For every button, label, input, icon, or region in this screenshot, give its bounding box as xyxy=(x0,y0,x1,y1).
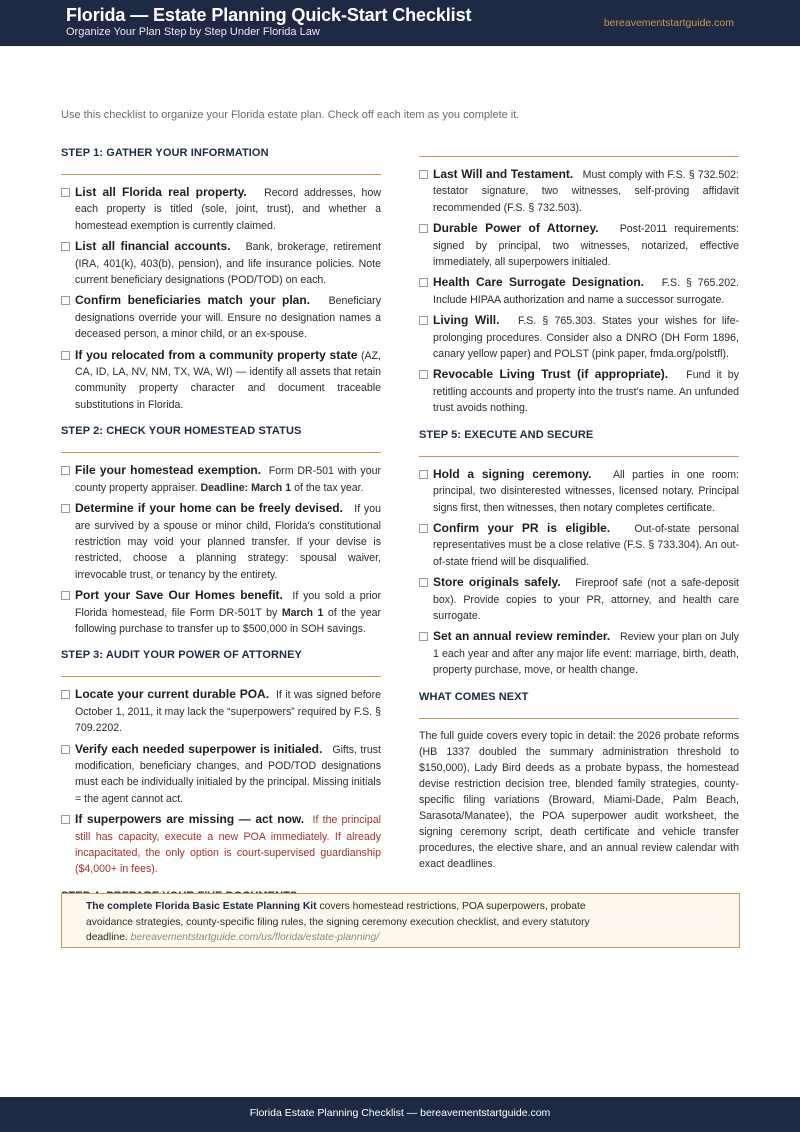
checklist-item xyxy=(419,520,739,570)
step3-title: STEP 3: AUDIT YOUR POWER OF ATTORNEY xyxy=(61,649,381,677)
step1-title: STEP 1: GATHER YOUR INFORMATION xyxy=(61,147,381,175)
checkbox[interactable] xyxy=(419,470,428,479)
item-body: Bank, brokerage, retirement (IRA, 401(k), 403(b), pension), and life insurance policies. Note current beneficiary designations (POD/TOD) on each. xyxy=(75,241,382,287)
deadline-emphasis: Deadline: March 1 xyxy=(200,481,292,494)
item-body: Gifts, trust modification, beneficiary changes, and POD/TOD designations must each be individually initialed by the principal. Missing initials = the agent cannot act. xyxy=(75,743,381,805)
checkbox[interactable] xyxy=(61,188,70,197)
checkbox[interactable] xyxy=(419,224,428,233)
checklist-item xyxy=(61,587,381,637)
item-body: Fund it by retitling accounts and property into the trust’s name. An unfunded trust avoids nothing. xyxy=(433,369,739,415)
item-heading: If superpowers are missing — act now. xyxy=(75,812,305,827)
item-heading: Verify each needed superpower is initialed. xyxy=(75,741,323,756)
item-heading: Last Will and Testament. xyxy=(433,167,574,181)
checklist-item xyxy=(61,238,381,288)
page-header xyxy=(0,0,800,46)
step5-title: STEP 5: EXECUTE AND SECURE xyxy=(419,429,739,457)
item-heading: File your homestead exemption. xyxy=(75,463,262,478)
checklist-item xyxy=(61,811,381,878)
item-body: Record addresses, how each property is titled (sole, joint, trust), and whether a homestead exemption is currently claimed. xyxy=(75,187,381,232)
checklist-item xyxy=(419,166,739,216)
checkbox[interactable] xyxy=(61,591,70,600)
item-heading: List all Florida real property. xyxy=(75,185,247,199)
deadline-emphasis: March 1 xyxy=(281,606,324,619)
item-body: F.S. § 765.202. Include HIPAA authorization and name a successor surrogate. xyxy=(433,277,739,306)
item-body: Form DR-501 with your county property appraiser. xyxy=(75,465,382,494)
item-heading: Confirm beneficiaries match your plan. xyxy=(75,293,311,308)
page-subtitle: Organize Your Plan Step by Step Under Florida Law xyxy=(66,26,320,38)
callout-link[interactable]: bereavementstartguide.com/us/florida/estate-planning/ xyxy=(130,932,380,943)
checkbox[interactable] xyxy=(419,370,428,379)
warning-text: If the principal still has capacity, execute a new POA immediately. If already incapacitated, the only option is court-supervised guardianship ($4,000+ in fees). xyxy=(75,814,382,876)
item-body: Must comply with F.S. § 732.502: testator signature, two witnesses, self-proving affidavit recommended (F.S. § 732.503). xyxy=(433,169,739,214)
item-heading: Set an annual review reminder. xyxy=(433,629,611,644)
checkbox[interactable] xyxy=(419,524,428,533)
item-body: All parties in one room: principal, two disinterested witnesses, licensed notary. Principal signs first, then witnesses, then notary completes certificate. xyxy=(433,468,740,514)
item-body: Post-2011 requirements: signed by principal, two witnesses, notarized, effective immediately, all superpowers initialed. xyxy=(433,223,739,269)
section-divider xyxy=(419,156,739,157)
kit-callout xyxy=(61,893,740,948)
checklist-item xyxy=(61,741,381,808)
checkbox[interactable] xyxy=(61,504,70,513)
item-body: (AZ, CA, ID, LA, NV, NM, TX, WA, WI) — identify all assets that retain community property character and document traceable substitutions in Florida. xyxy=(75,349,381,411)
checklist-item xyxy=(419,628,739,678)
item-heading: Durable Power of Attorney. xyxy=(433,221,599,236)
checklist-item xyxy=(419,466,739,516)
checklist-item xyxy=(61,500,381,583)
checkbox[interactable] xyxy=(61,466,70,475)
item-body: of the year following purchase to transfer up to $500,000 in SOH savings. xyxy=(75,606,382,635)
checklist-item xyxy=(419,574,739,624)
item-heading: List all financial accounts. xyxy=(75,239,231,254)
checklist-item xyxy=(419,312,739,362)
page-title: Florida — Estate Planning Quick-Start Checklist xyxy=(66,5,472,25)
item-body: If you are survived by a spouse or minor child, Florida’s constitutional restriction may void your planned transfer. If your devise is restricted, choose a planning strategy: spousal waiver, irrevocable trust, or tenancy by the entirety. xyxy=(75,503,381,581)
checkbox[interactable] xyxy=(419,632,428,641)
item-heading: Confirm your PR is eligible. xyxy=(433,520,611,535)
checkbox[interactable] xyxy=(61,815,70,824)
checkbox[interactable] xyxy=(419,278,428,287)
item-body: of the tax year. xyxy=(294,481,364,494)
checkbox[interactable] xyxy=(61,242,70,251)
checklist-item xyxy=(61,462,381,496)
right-column xyxy=(419,151,739,872)
item-heading: Determine if your home can be freely devised. xyxy=(75,501,343,516)
intro-text: Use this checklist to organize your Florida estate plan. Check off each item as you complete it. xyxy=(61,109,520,121)
checkbox[interactable] xyxy=(419,578,428,587)
checklist-item xyxy=(419,220,739,270)
left-column xyxy=(61,147,381,911)
checklist-item xyxy=(419,274,739,308)
item-body: Review your plan on July 1 each year and after any major life event: marriage, birth, death, property purchase, move, or health change. xyxy=(433,631,739,677)
callout-heading: The complete Florida Basic Estate Planning Kit xyxy=(86,901,317,912)
what-comes-next-text: The full guide covers every topic in detail: the 2026 probate reforms (HB 1337 doubled the summary administration threshold to $150,000), Lady Bird deeds as a probate bypass, the homestead devise restriction decision tree, blended family strategies, county-specific filing variations (Broward, Miami-Dade, Palm Beach, Sarasota/Manatee), the POA superpower audit worksheet, the signing ceremony script, death certificate and vehicle transfer procedures, the elective share, and an annual review calendar with exact deadlines. xyxy=(419,729,739,870)
item-heading: Port your Save Our Homes benefit. xyxy=(75,588,283,603)
item-heading: Revocable Living Trust (if appropriate). xyxy=(433,367,669,382)
checklist-item xyxy=(61,184,381,234)
checkbox[interactable] xyxy=(61,745,70,754)
checklist-item xyxy=(419,366,739,416)
item-body: Beneficiary designations override your will. Ensure no designation names a deceased person, a minor child, or an ex-spouse. xyxy=(75,295,381,341)
checkbox[interactable] xyxy=(419,170,428,179)
item-body: Fireproof safe (not a safe-deposit box). Provide copies to your PR, attorney, and health care surrogate. xyxy=(433,577,739,622)
page-footer xyxy=(0,1097,800,1132)
item-heading: Store originals safely. xyxy=(433,575,561,590)
item-heading: Health Care Surrogate Designation. xyxy=(433,275,644,290)
item-body: If you sold a prior Florida homestead, file Form DR-501T by xyxy=(75,590,381,619)
callout-text: covers homestead restrictions, POA superpowers, probate avoidance strategies, county-specific filing rules, the signing ceremony execution checklist, and every statutory deadline. xyxy=(86,901,590,943)
checklist-item xyxy=(61,292,381,342)
item-heading: Living Will. xyxy=(433,313,500,328)
checkbox[interactable] xyxy=(61,690,70,699)
item-body: F.S. § 765.303. States your wishes for life-prolonging procedures. Consider also a DNRO (DH Form 1896, canary yellow paper) and POLST (pink paper, fmda.org/polstfl). xyxy=(433,315,739,361)
item-heading: If you relocated from a community property state xyxy=(75,347,358,362)
checkbox[interactable] xyxy=(419,316,428,325)
footer-text: Florida Estate Planning Checklist — bereavementstartguide.com xyxy=(249,1107,551,1119)
item-heading: Hold a signing ceremony. xyxy=(433,466,592,481)
site-link[interactable]: bereavementstartguide.com xyxy=(603,17,734,29)
checkbox[interactable] xyxy=(61,351,70,360)
item-body: If it was signed before October 1, 2011, it may lack the “superpowers” required by F.S. § 709.2202. xyxy=(75,689,381,735)
what-comes-next-title: WHAT COMES NEXT xyxy=(419,691,739,719)
item-body: Out-of-state personal representatives must be a close relative (F.S. § 733.304). An out-of-state friend will be disqualified. xyxy=(433,522,739,568)
item-heading: Locate your current durable POA. xyxy=(75,687,270,702)
step2-title: STEP 2: CHECK YOUR HOMESTEAD STATUS xyxy=(61,425,381,453)
checkbox[interactable] xyxy=(61,296,70,305)
checklist-item xyxy=(61,347,381,414)
checklist-item xyxy=(61,686,381,736)
